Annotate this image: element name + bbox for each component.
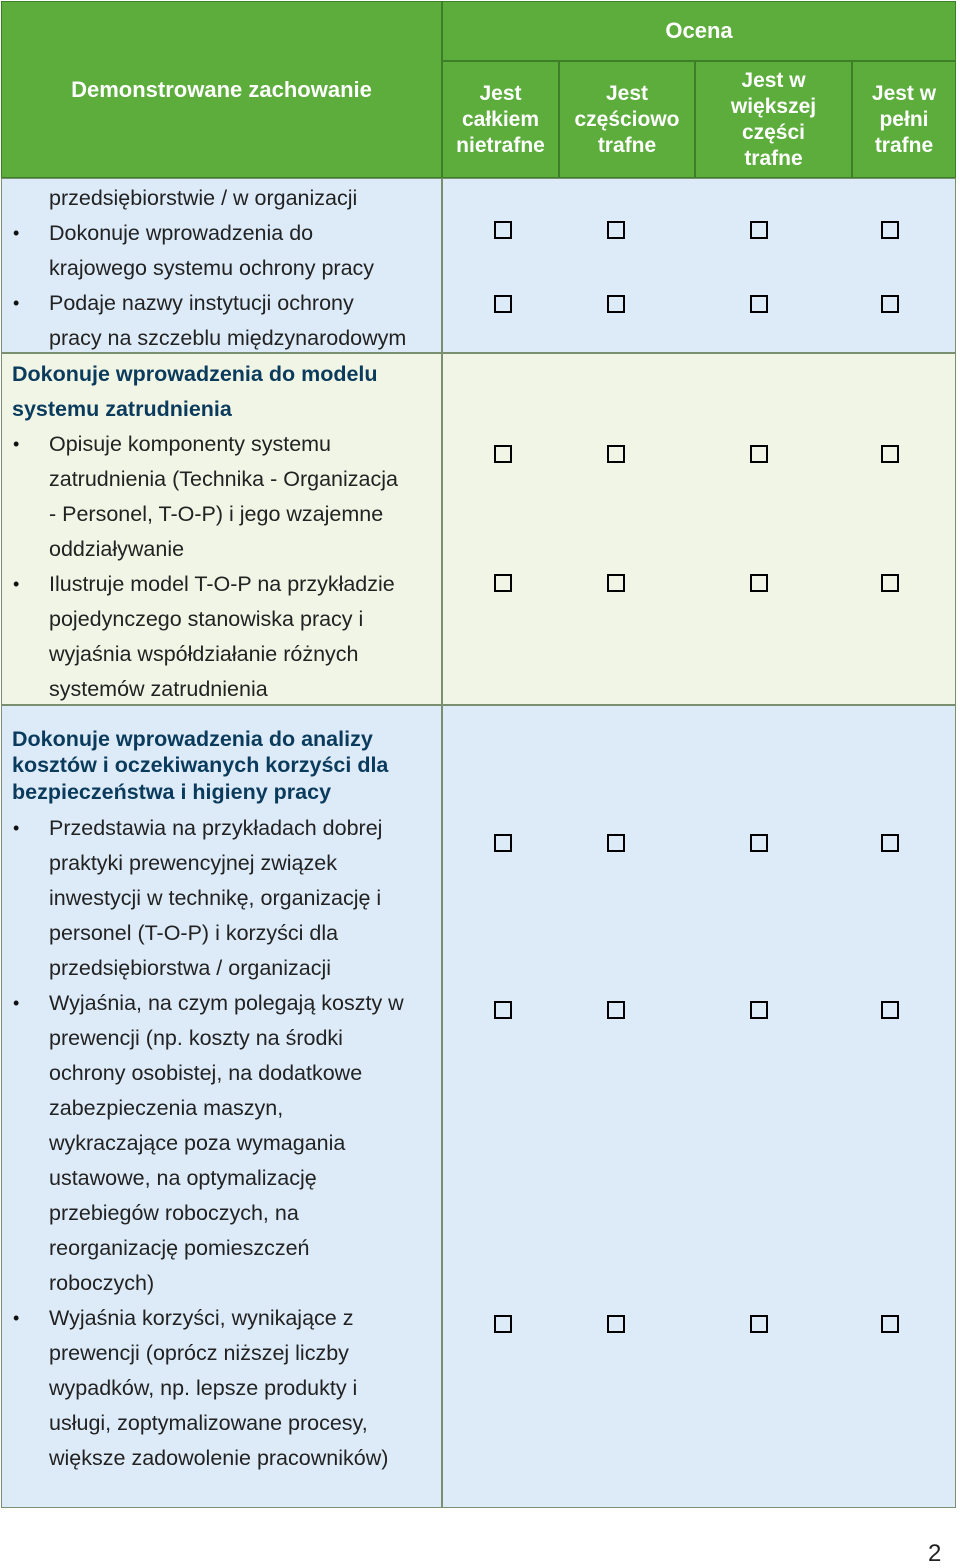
section-title-line: kosztów i oczekiwanych korzyści dla [12,753,389,777]
item-line: Dokonuje wprowadzenia do [49,221,314,245]
item-line: usługi, zoptymalizowane procesy, [49,1411,368,1435]
rating-checkbox-mostly-accurate[interactable] [750,834,768,852]
continuation-line: przedsiębiorstwie / w organizacji [49,186,358,210]
rating-checkbox-mostly-accurate[interactable] [750,295,768,313]
rating-checkbox-partially-accurate[interactable] [607,1315,625,1333]
col3-line4: trafne [744,146,803,170]
item-line: przebiegów roboczych, na [49,1201,299,1225]
col2-line3: trafne [597,133,657,157]
item-line: większe zadowolenie pracowników) [49,1446,389,1470]
item-line: pracy na szczeblu międzynarodowym [49,326,407,350]
rating-checkbox-mostly-accurate[interactable] [750,221,768,239]
rating-column-header-2 [559,61,695,178]
item-line: systemów zatrudnienia [49,677,268,701]
item-line: pojedynczego stanowiska pracy i [49,607,364,631]
rating-checkbox-partially-accurate[interactable] [607,445,625,463]
item-line: zabezpieczenia maszyn, [49,1096,284,1120]
item-line: ustawowe, na optymalizację [49,1166,317,1190]
rating-checkbox-fully-accurate[interactable] [881,1315,899,1333]
section-3-rating-cell [442,705,956,1508]
item-line: krajowego systemu ochrony pracy [49,256,375,280]
rating-header-label: Ocena [665,18,733,43]
rating-checkbox-mostly-accurate[interactable] [750,1315,768,1333]
page-number: 2 [928,1540,942,1567]
col1-line2: całkiem [461,107,540,131]
rating-checkbox-partially-accurate[interactable] [607,834,625,852]
item-line: wykraczające poza wymagania [49,1131,346,1155]
section-title-line: Dokonuje wprowadzenia do analizy [12,727,373,751]
rating-checkbox-mostly-accurate[interactable] [750,574,768,592]
rating-checkbox-partially-accurate[interactable] [607,574,625,592]
item-line: inwestycji w technikę, organizację i [49,886,382,910]
col2-line1: Jest [605,81,648,105]
rating-checkbox-fully-accurate[interactable] [881,574,899,592]
item-line: Wyjaśnia korzyści, wynikające z [49,1306,354,1330]
behaviour-column-header [1,1,442,178]
item-line: roboczych) [49,1271,155,1295]
rating-checkbox-fully-accurate[interactable] [881,834,899,852]
bullet: • [13,993,20,1013]
item-line: wyjaśnia współdziałanie różnych [49,642,359,666]
rating-checkbox-not-accurate[interactable] [494,834,512,852]
item-line: Przedstawia na przykładach dobrej [49,816,383,840]
section-title-line: bezpieczeństwa i higieny pracy [12,780,332,804]
rating-checkbox-fully-accurate[interactable] [881,221,899,239]
bullet: • [13,223,20,243]
behaviour-header-label: Demonstrowane zachowanie [71,76,372,102]
rating-checkbox-partially-accurate[interactable] [607,1001,625,1019]
rating-column-header-3 [695,61,852,178]
col3-line3: części [741,120,806,144]
item-line: Wyjaśnia, na czym polegają koszty w [49,991,404,1015]
section-title-line: Dokonuje wprowadzenia do modelu [12,362,378,386]
item-line: Podaje nazwy instytucji ochrony [49,291,354,315]
rating-checkbox-partially-accurate[interactable] [607,221,625,239]
rating-header [442,1,956,61]
rating-checkbox-not-accurate[interactable] [494,445,512,463]
col2-line2: częściowo [574,107,680,131]
bullet: • [13,574,20,594]
rating-checkbox-mostly-accurate[interactable] [750,445,768,463]
item-line: praktyki prewencyjnej związek [49,851,337,875]
rating-checkbox-fully-accurate[interactable] [881,445,899,463]
item-line: ochrony osobistej, na dodatkowe [49,1061,363,1085]
item-line: prewencji (oprócz niższej liczby [49,1341,349,1365]
item-line: wypadków, np. lepsze produkty i [49,1376,358,1400]
section-title-line: systemu zatrudnienia [12,397,232,421]
item-line: reorganizację pomieszczeń [49,1236,310,1260]
rating-checkbox-not-accurate[interactable] [494,221,512,239]
col3-line1: Jest w [741,68,806,92]
section-1-rating-cell [442,178,956,353]
col4-line3: trafne [874,133,934,157]
rating-checkbox-not-accurate[interactable] [494,1315,512,1333]
rating-checkbox-fully-accurate[interactable] [881,1001,899,1019]
rating-column-header-4 [852,61,956,178]
item-line: prewencji (np. koszty na środki [49,1026,343,1050]
item-line: - Personel, T-O-P) i jego wzajemne [49,502,384,526]
section-2-rating-cell [442,353,956,705]
col4-line2: pełni [879,107,929,131]
item-line: przedsiębiorstwa / organizacji [49,956,332,980]
rating-checkbox-not-accurate[interactable] [494,1001,512,1019]
col4-line1: Jest w [871,81,937,105]
bullet: • [13,818,20,838]
col1-line1: Jest [479,81,522,105]
rating-checkbox-mostly-accurate[interactable] [750,1001,768,1019]
col3-line2: większej [730,94,817,118]
rating-checkbox-partially-accurate[interactable] [607,295,625,313]
bullet: • [13,1308,20,1328]
rating-checkbox-not-accurate[interactable] [494,295,512,313]
item-line: oddziaływanie [49,537,185,561]
item-line: zatrudnienia (Technika - Organizacja [49,467,398,491]
bullet: • [13,293,20,313]
rating-checkbox-not-accurate[interactable] [494,574,512,592]
rating-column-header-1 [442,61,559,178]
bullet: • [13,434,20,454]
col1-line3: nietrafne [456,133,545,157]
item-line: Ilustruje model T-O-P na przykładzie [49,572,395,596]
rating-checkbox-fully-accurate[interactable] [881,295,899,313]
item-line: Opisuje komponenty systemu [49,432,332,456]
item-line: personel (T-O-P) i korzyści dla [49,921,339,945]
